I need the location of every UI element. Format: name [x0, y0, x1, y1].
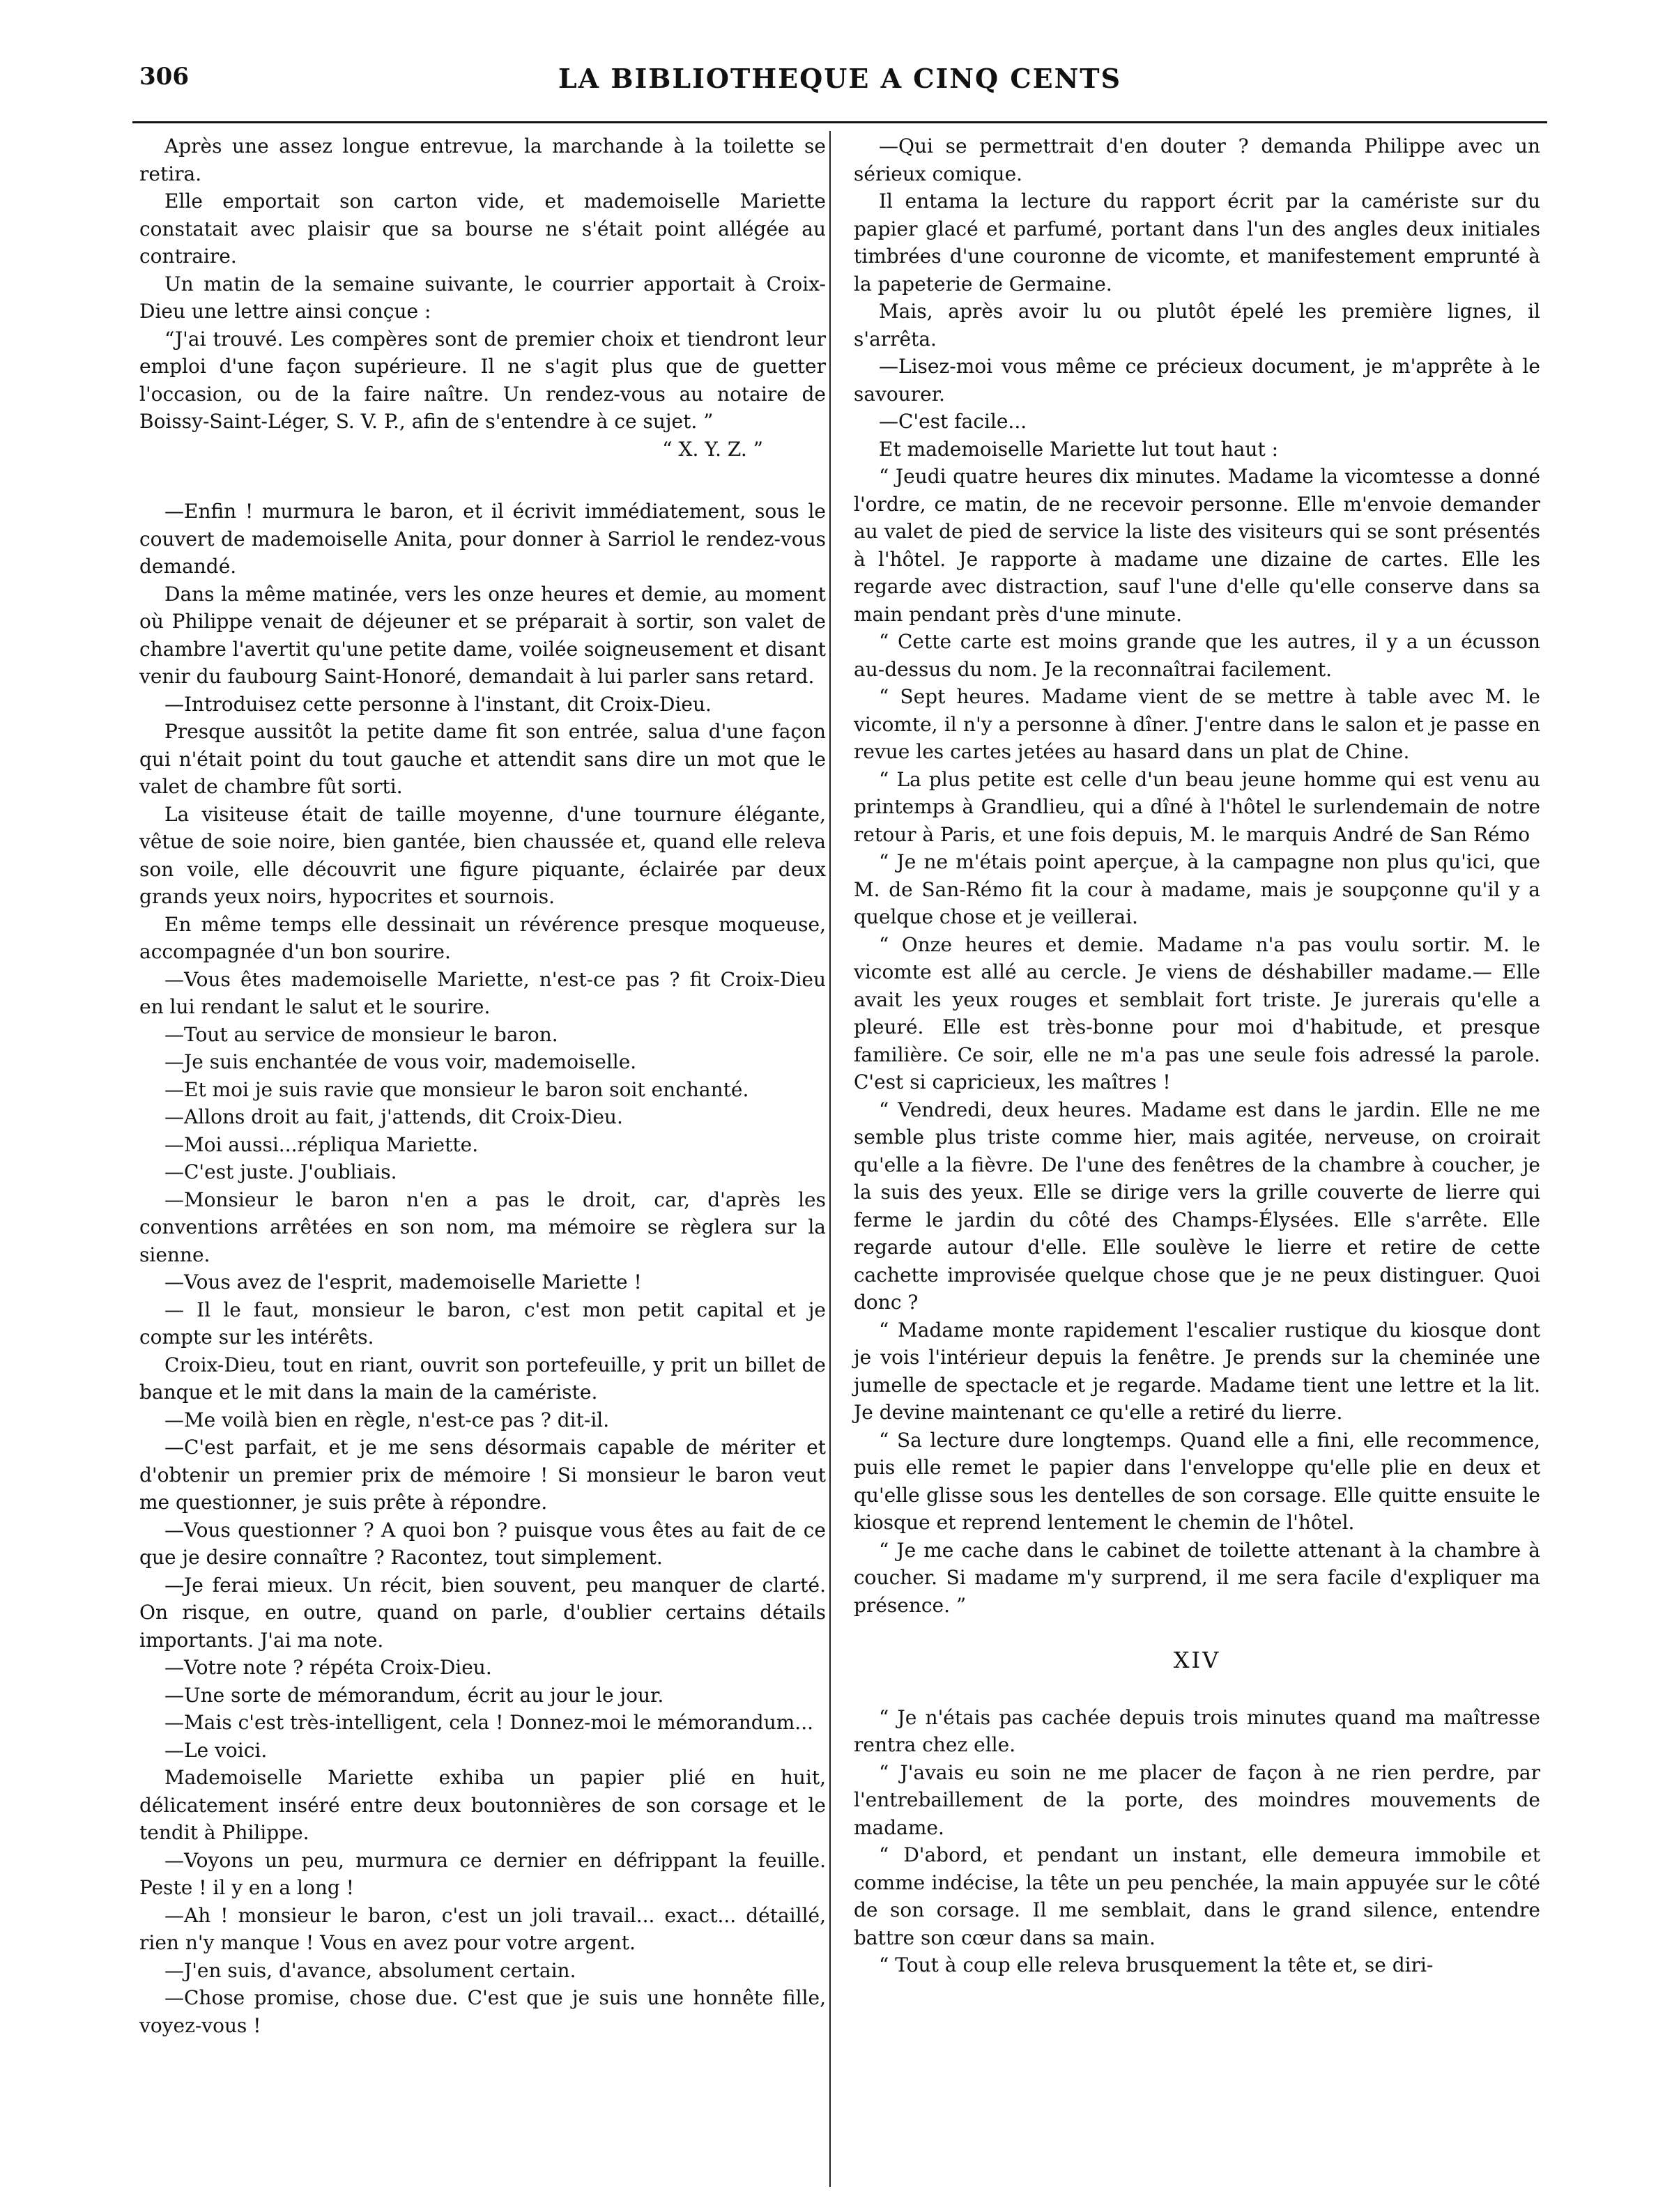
paragraph: “J'ai trouvé. Les compères sont de premier choix et tiendront leur emploi d'une façon supérieure. Il ne s'agit plus que de guetter l'occasion, ou de la faire naître. Un rendez-vous au notaire de Boissy-Saint-Léger, S. V. P., afin de s'entendre à ce sujet. ” [139, 327, 826, 433]
paragraph: —Vous questionner ? A quoi bon ? puisque vous êtes au fait de ce que je desire connaître ? Racontez, tout simplement. [139, 1518, 826, 1569]
paragraph: “ Sept heures. Madame vient de se mettre à table avec M. le vicomte, il n'y a personne à dîner. J'entre dans le salon et je passe en revue les cartes jetées au hasard dans un plat de Chine. [854, 685, 1540, 763]
paragraph: —Votre note ? répéta Croix-Dieu. [164, 1656, 492, 1679]
paragraph: —J'en suis, d'avance, absolument certain. [164, 1958, 576, 1982]
paragraph: “ J'avais eu soin ne me placer de façon à ne rien perdre, par l'entrebaillement de la porte, des moindres mouvements de madame. [854, 1760, 1540, 1839]
paragraph: “ Onze heures et demie. Madame n'a pas voulu sortir. M. le vicomte est allé au cercle. Je viens de déshabiller madame.— Elle avait les yeux rouges et semblait fort triste. Je jurerais qu'elle a pleuré. Elle est très-bonne pour moi d'habitude, et presque familière. Ce soir, elle ne m'a pas une seule fois adressé la parole. C'est si capricieux, les maîtres ! [854, 932, 1540, 1093]
paragraph: “ Je me cache dans le cabinet de toilette attenant à la chambre à coucher. Si madame m'y surprend, il me sera facile d'expliquer ma présence. ” [854, 1538, 1540, 1617]
paragraph: Dans la même matinée, vers les onze heures et demie, au moment où Philippe venait de déjeuner et se préparait à sortir, son valet de chambre l'avertit qu'une petite dame, voilée soigneusement et disant venir du faubourg Saint-Honoré, demandait à lui parler sans retard. [139, 582, 826, 688]
paragraph: —Me voilà bien en règle, n'est-ce pas ? dit-il. [164, 1408, 610, 1431]
paragraph: “ Cette carte est moins grande que les autres, il y a un écusson au-dessus du nom. Je la reconnaîtrai facilement. [854, 630, 1540, 681]
paragraph: —Allons droit au fait, j'attends, dit Croix-Dieu. [164, 1105, 623, 1128]
paragraph: —Vous êtes mademoiselle Mariette, n'est-ce pas ? fit Croix-Dieu en lui rendant le salut et le sourire. [139, 967, 826, 1018]
paragraph: “ Je ne m'étais point aperçue, à la campagne non plus qu'ici, que M. de San-Rémo fit la cour à madame, mais je soupçonne qu'il y a quelque chose et je veillerai. [854, 850, 1540, 928]
paragraph: “ Sa lecture dure longtemps. Quand elle a fini, elle recommence, puis elle remet le papier dans l'enveloppe qu'elle plie en deux et qu'elle glisse sous les dentelles de son corsage. Elle quitte ensuite le kiosque et reprend lentement le chemin de l'hôtel. [854, 1428, 1540, 1534]
paragraph: Un matin de la semaine suivante, le courrier apportait à Croix-Dieu une lettre ainsi conçue : [139, 272, 826, 323]
book-page [132, 49, 1547, 2174]
paragraph: —Une sorte de mémorandum, écrit au jour le jour. [164, 1683, 664, 1707]
paragraph: Il entama la lecture du rapport écrit par la caméristе sur du papier glacé et parfumé, portant dans l'un des angles deux initiales timbrées d'une couronne de vicomte, et manifestement emprunté à la papeterie de Germaine. [854, 190, 1540, 295]
paragraph: —Qui se permettrait d'en douter ? demanda Philippe avec un sérieux comique. [854, 135, 1540, 185]
page-header [132, 63, 1547, 105]
paragraph: —Je ferai mieux. Un récit, bien souvent, peu manquer de clarté. On risque, en outre, quand on parle, d'oublier certains détails importants. J'ai ma note. [139, 1573, 826, 1652]
paragraph: En même temps elle dessinait un révérence presque moqueuse, accompagnée d'un bon sourire. [139, 912, 826, 963]
paragraph: Presque aussitôt la petite dame fit son entrée, salua d'une façon qui n'était point du tout gauche et attendit sans dire un mot que le valet de chambre fût sorti. [139, 720, 826, 798]
paragraph: —Mais c'est très-intelligent, cela ! Donnez-moi le mémorandum... [164, 1711, 813, 1734]
paragraph: —Ah ! monsieur le baron, c'est un joli travail... exact... détaillé, rien n'y manque ! Vous en avez pour votre argent. [139, 1903, 826, 1954]
paragraph: Après une assez longue entrevue, la marchande à la toilette se retira. [139, 135, 826, 185]
paragraph: — Il le faut, monsieur le baron, c'est mon petit capital et je compte sur les intérêts. [139, 1298, 826, 1349]
chapter-heading: XIV [1173, 1647, 1221, 1673]
paragraph: “ D'abord, et pendant un instant, elle demeura immobile et comme indécise, la tête un peu penchée, la main appuyée sur le côté de son corsage. Il me semblait, dans le grand silence, entendre battre son cœur dans sa main. [854, 1843, 1540, 1949]
paragraph: —Monsieur le baron n'en a pas le droit, car, d'après les conventions arrêtées en son nom, ma mémoire se règlera sur la sienne. [139, 1188, 826, 1266]
paragraph: “ La plus petite est celle d'un beau jeune homme qui est venu au printemps à Grandlieu, qui a dîné à l'hôtel le surlendemain de notre retour à Paris, et une fois depuis, M. le marquis André de San Rémo [854, 767, 1540, 846]
paragraph: —Chose promise, chose due. C'est que je suis une honnête fille, voyez-vous ! [139, 1986, 826, 2037]
paragraph: —Introduisez cette personne à l'instant, dit Croix-Dieu. [164, 692, 712, 716]
running-title: LA BIBLIOTHEQUE A CINQ CENTS [558, 63, 1122, 94]
paragraph: —Tout au service de monsieur le baron. [164, 1022, 558, 1046]
paragraph: —C'est parfait, et je me sens désormais capable de mériter et d'obtenir un premier prix de mémoire ! Si monsieur le baron veut me questionner, je suis prête à répondre. [139, 1436, 826, 1514]
paragraph: La visiteuse était de taille moyenne, d'une tournure élégante, vêtue de soie noire, bien gantée, bien chaussée et, quand elle releva son voile, elle découvrit une figure piquante, éclairée par deux grands yeux noirs, hypocrites et sournois. [139, 802, 826, 908]
paragraph: Mademoiselle Mariette exhiba un papier plié en huit, délicatement inséré entre deux boutonnières de son corsage et le tendit à Philippe. [139, 1766, 826, 1844]
paragraph: —C'est juste. J'oubliais. [164, 1160, 397, 1183]
paragraph: —Le voici. [164, 1738, 268, 1762]
paragraph: —Voyons un peu, murmura ce dernier en défrippant la feuille. Peste ! il y en a long ! [139, 1848, 826, 1899]
paragraph: —Et moi je suis ravie que monsieur le baron soit enchanté. [164, 1077, 749, 1101]
paragraph: —Enfin ! murmura le baron, et il écrivit immédiatement, sous le couvert de mademoiselle Anita, pour donner à Sarriol le rendez-vous demandé. [139, 500, 826, 578]
paragraph: “ Madame monte rapidement l'escalier rustique du kiosque dont je vois l'intérieur depuis la fenêtre. Je prends sur la cheminée une jumelle de spectacle et je regarde. Madame tient une lettre et la lit. Je devine maintenant ce qu'elle a retiré du lierre. [854, 1318, 1540, 1424]
paragraph: “ Vendredi, deux heures. Madame est dans le jardin. Elle ne me semble plus triste comme hier, mais agitée, nerveuse, on croirait qu'elle a la fièvre. De l'une des fenêtres de la chambre à coucher, je la suis des yeux. Elle se dirige vers la grille couverte de lierre qui ferme le jardin du côté des Champs-Élysées. Elle s'arrête. Elle regarde autour d'elle. Elle soulève le lierre et retire de cette cachette improvisée quelque chose que je ne peux distinguer. Quoi donc ? [854, 1098, 1540, 1314]
paragraph: Mais, après avoir lu ou plutôt épelé les première lignes, il s'arrêta. [854, 300, 1540, 351]
right-column [854, 132, 1540, 1979]
paragraph: —Lisez-moi vous même ce précieux document, je m'apprête à le savourer. [854, 355, 1540, 406]
paragraph: —Vous avez de l'esprit, mademoiselle Mariette ! [164, 1270, 642, 1293]
paragraph: “ Je n'étais pas cachée depuis trois minutes quand ma maîtresse rentra chez elle. [854, 1705, 1540, 1756]
paragraph: Elle emportait son carton vide, et mademoiselle Mariette constatait avec plaisir que sa bourse ne s'était point allégée au contraire. [139, 190, 826, 268]
letter-signature: “ X. Y. Z. ” [662, 437, 763, 461]
paragraph: —Moi aussi...répliqua Mariette. [164, 1132, 479, 1156]
header-rule [132, 121, 1547, 123]
paragraph: Et mademoiselle Mariette lut tout haut : [879, 437, 1279, 461]
paragraph: —C'est facile... [879, 410, 1027, 433]
paragraph: —Je suis enchantée de vous voir, mademoiselle. [164, 1050, 637, 1073]
column-divider [829, 131, 831, 2187]
paragraph: “ Jeudi quatre heures dix minutes. Madame la vicomtesse a donné l'ordre, ce matin, de ne recevoir personne. Elle m'envoie demander au valet de pied de service la liste des visiteurs qui se sont présentés à l'hôtel. Je rapporte à madame une dizaine de cartes. Elle les regarde avec distraction, sauf l'une d'elle qu'elle conserve dans sa main pendant près d'une minute. [854, 465, 1540, 626]
paragraph: “ Tout à coup elle releva brusquement la tête et, se diri- [879, 1953, 1434, 1976]
paragraph: Croix-Dieu, tout en riant, ouvrit son portefeuille, y prit un billet de banque et le mit dans la main de la caméristе. [139, 1353, 826, 1404]
left-column [139, 132, 826, 2039]
page-number: 306 [139, 63, 189, 91]
